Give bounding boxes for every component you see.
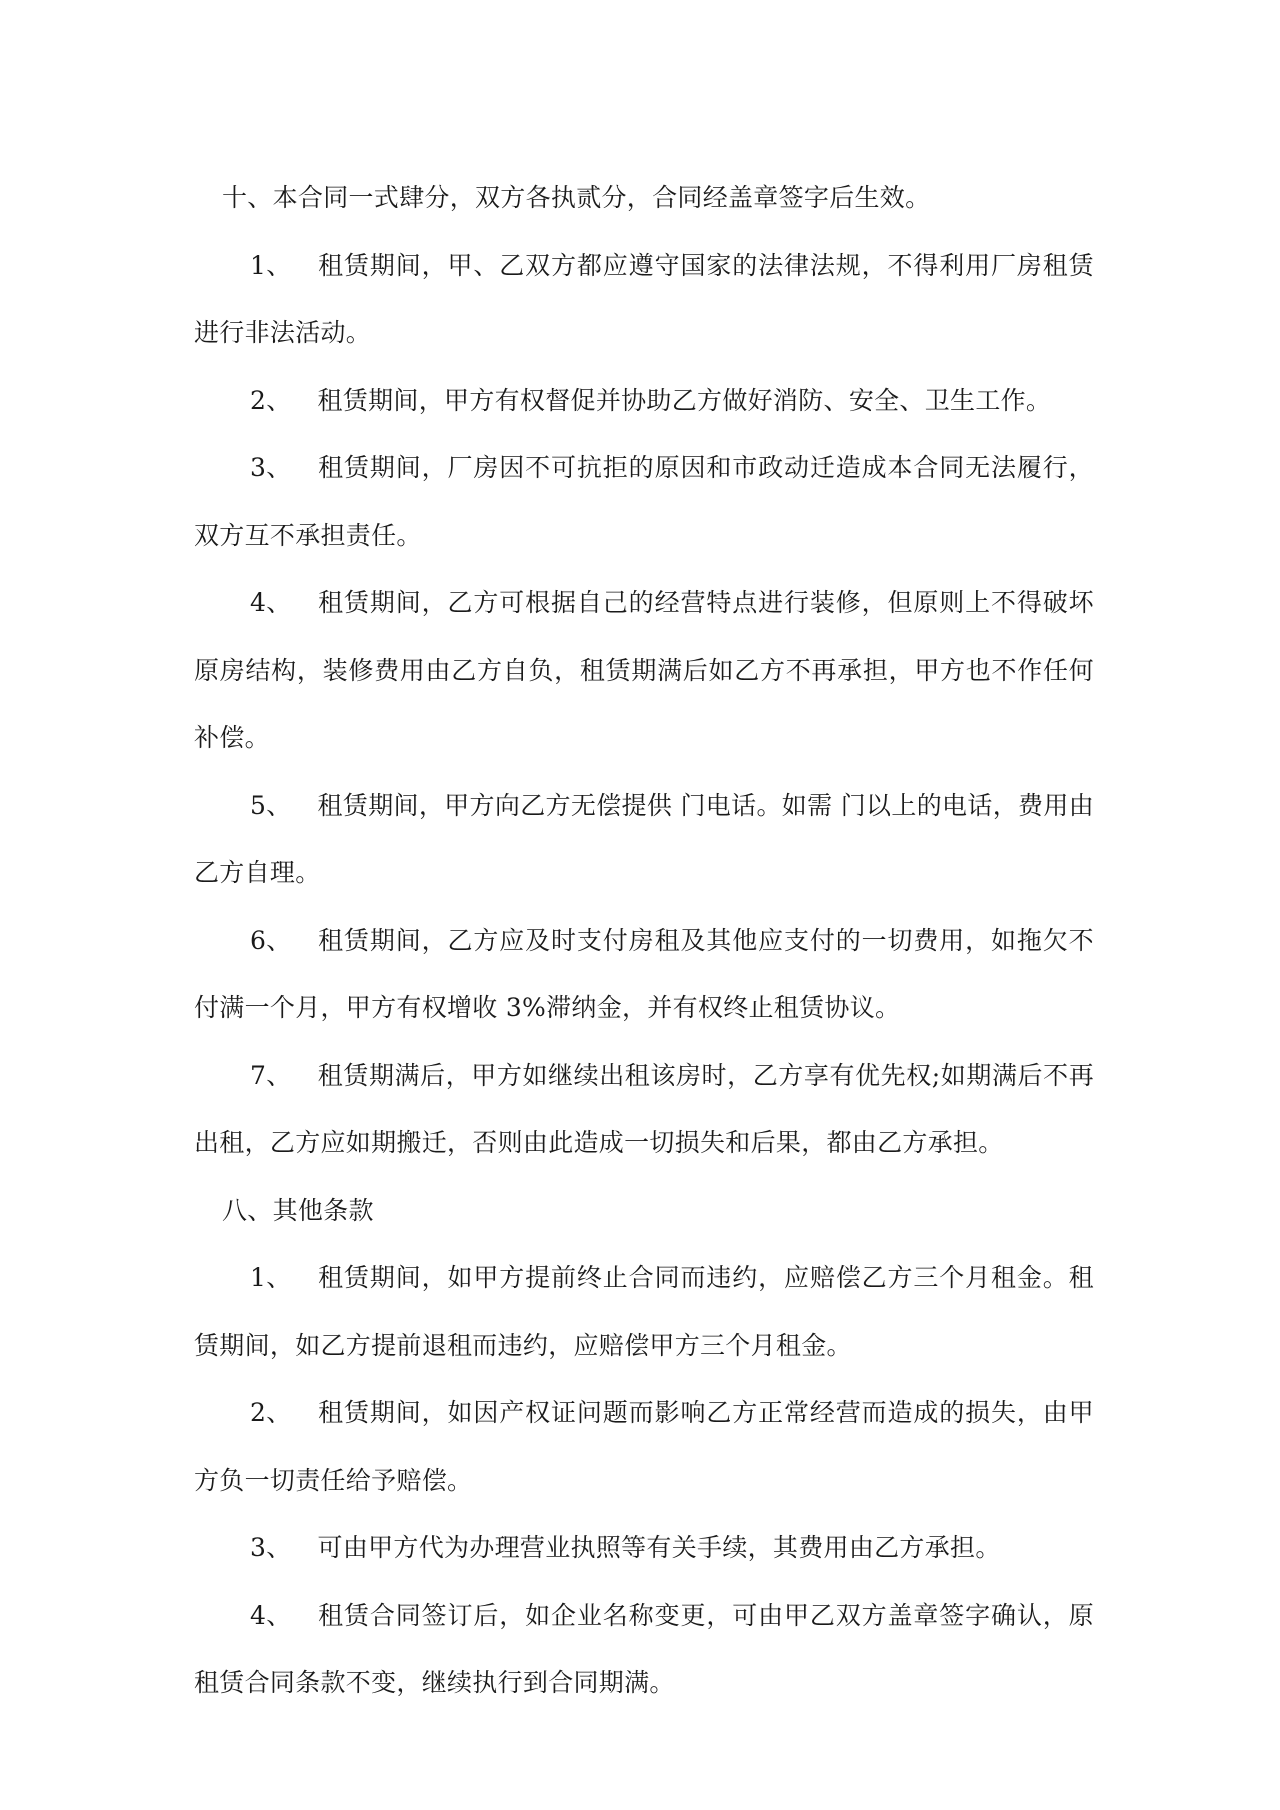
paragraph-text: 租赁期间，甲、乙双方都应遵守国家的法律法规，不得利用厂房租赁进行非法活动。	[194, 250, 1094, 347]
clause-10-effectiveness	[194, 164, 1094, 232]
paragraph-text: 租赁期间，乙方可根据自己的经营特点进行装修，但原则上不得破坏原房结构，装修费用由乙方自负，租赁期满后如乙方不再承担，甲方也不作任何补偿。	[194, 588, 1094, 752]
clause-number: 2、	[250, 1398, 292, 1427]
paragraph-text: 租赁期间，乙方应及时支付房租及其他应支付的一切费用，如拖欠不付满一个月，甲方有权增收 3%滞纳金，并有权终止租赁协议。	[194, 925, 1094, 1022]
paragraph-text: 租赁期间，甲方有权督促并协助乙方做好消防、安全、卫生工作。	[317, 385, 1052, 415]
clause-number: 1、	[250, 1263, 292, 1292]
clause-6-payment	[194, 907, 1094, 1042]
clause-number: 5、	[250, 790, 292, 820]
paragraph-text: 租赁期满后，甲方如继续出租该房时，乙方享有优先权;如期满后不再出租，乙方应如期搬迁，否则由此造成一切损失和后果，都由乙方承担。	[194, 1060, 1094, 1157]
clause-number: 6、	[250, 925, 292, 955]
paragraph-text: 租赁期间，如甲方提前终止合同而违约，应赔偿乙方三个月租金。租赁期间，如乙方提前退租而违约，应赔偿甲方三个月租金。	[194, 1263, 1094, 1360]
clause-7-renewal	[194, 1042, 1094, 1177]
clause-number: 1、	[250, 250, 292, 280]
clause-number: 3、	[250, 453, 292, 482]
paragraph-text: 可由甲方代为办理营业执照等有关手续，其费用由乙方承担。	[317, 1533, 1001, 1562]
paragraph-text: 租赁期间，甲方向乙方无偿提供 门电话。如需 门以上的电话，费用由乙方自理。	[194, 790, 1094, 887]
other-clause-2-property-title	[194, 1379, 1094, 1514]
clause-number: 7、	[250, 1060, 292, 1090]
other-clause-3-business-license	[194, 1514, 1094, 1582]
clause-5-telephone	[194, 772, 1094, 907]
section-heading-other-terms	[194, 1177, 1094, 1245]
section-heading: 八、其他条款	[222, 1195, 374, 1225]
paragraph-text: 租赁合同签订后，如企业名称变更，可由甲乙双方盖章签字确认，原租赁合同条款不变，继续执行到合同期满。	[194, 1600, 1094, 1697]
clause-2-safety	[194, 367, 1094, 435]
clause-number: 4、	[250, 588, 292, 617]
paragraph-text: 租赁期间，厂房因不可抗拒的原因和市政动迁造成本合同无法履行，双方互不承担责任。	[194, 453, 1094, 550]
clause-3-force-majeure	[194, 434, 1094, 569]
clause-number: 3、	[250, 1533, 292, 1562]
other-clause-1-breach	[194, 1244, 1094, 1379]
clause-number: 4、	[250, 1600, 292, 1630]
clause-number: 2、	[250, 385, 292, 415]
clause-4-renovation	[194, 569, 1094, 772]
paragraph-text: 租赁期间，如因产权证问题而影响乙方正常经营而造成的损失，由甲方负一切责任给予赔偿。	[194, 1398, 1094, 1495]
other-clause-4-name-change	[194, 1582, 1094, 1717]
clause-1-legal-compliance	[194, 232, 1094, 367]
paragraph-text: 十、本合同一式肆分，双方各执贰分，合同经盖章签字后生效。	[222, 183, 931, 212]
document-body	[194, 164, 1094, 1717]
